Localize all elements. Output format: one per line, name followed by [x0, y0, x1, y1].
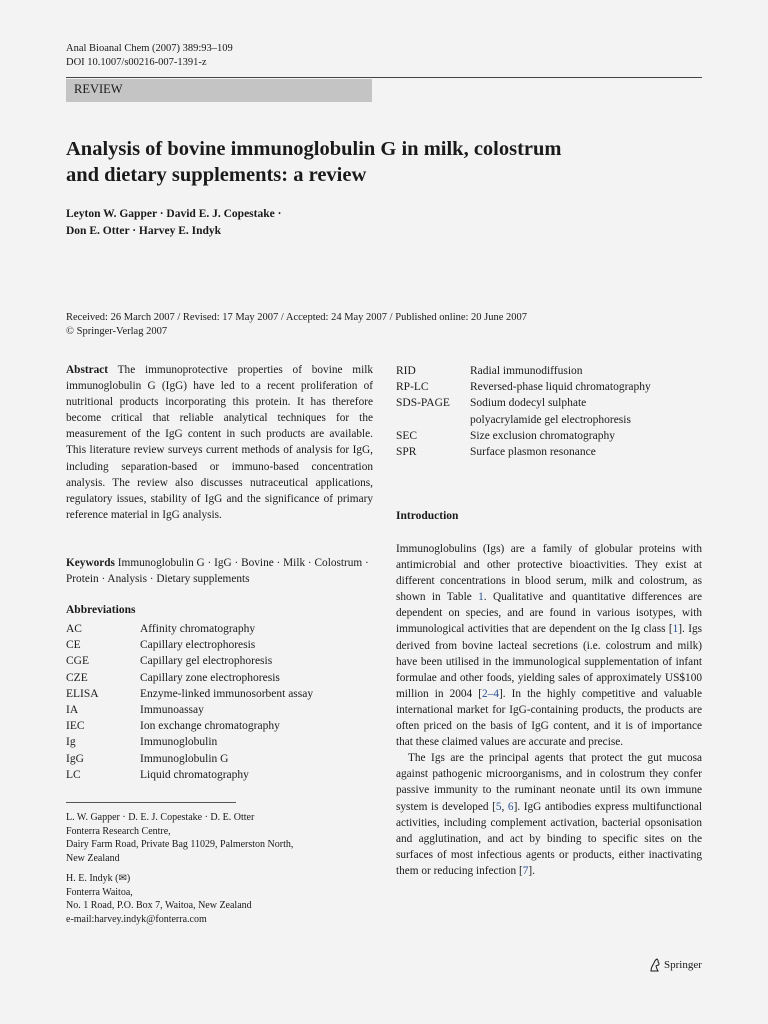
abbreviation-term: AC	[66, 623, 82, 635]
abbreviation-row	[396, 412, 716, 428]
abbreviation-row	[66, 621, 386, 637]
abbreviation-list-left	[66, 621, 386, 783]
abbreviation-row	[66, 670, 386, 686]
affiliation-org: Fonterra Waitoa,	[66, 886, 133, 898]
abbreviation-row	[66, 653, 386, 669]
text-run: ]. IgG antibodies express multifunctional activities, including complement activation, bacterial opsonisation and agglutination, and act by binding to specific sites on the surfaces of most infectious agents or products, either inactivating them or reducing infection [	[396, 800, 702, 877]
corresponding-author: H. E. Indyk (✉)	[66, 873, 131, 884]
abbreviation-row	[396, 395, 716, 411]
abbreviation-row	[396, 444, 716, 460]
abbreviation-definition: Immunoassay	[140, 704, 204, 717]
abbreviation-term: RP-LC	[396, 381, 429, 394]
text-run: ]. In the highly competitive and valuable international market for IgG-containing products, the products are often priced on the basis of IgG content, and it is of importance that these claimed values are accurate and precise.	[396, 687, 702, 749]
introduction-body	[396, 541, 702, 879]
abbreviation-row	[396, 379, 716, 395]
keywords	[66, 555, 373, 587]
abbreviation-definition: Sodium dodecyl sulphate	[470, 397, 587, 410]
abbreviation-term: SPR	[396, 446, 417, 459]
abbreviation-row	[66, 734, 386, 750]
citation-link[interactable]: 5	[495, 800, 502, 813]
title-line: and dietary supplements: a review	[66, 164, 367, 186]
abbreviation-definition: Surface plasmon resonance	[470, 446, 596, 459]
abbreviation-definition: Ion exchange chromatography	[140, 720, 280, 733]
text-run: Immunoglobulins (Igs) are a family of globular proteins with antimicrobial and other protective bioactivities. They exist at different concentrations in blood serum, milk and colostrum, as shown in Table	[396, 543, 702, 604]
abbreviation-definition: Affinity chromatography	[140, 623, 256, 635]
abbreviation-term: IEC	[66, 720, 85, 733]
article-type-badge: REVIEW	[66, 79, 372, 102]
abbreviation-term: SEC	[396, 429, 418, 442]
affiliation-names: L. W. Gapper · D. E. J. Copestake · D. E. Otter	[66, 812, 255, 823]
abbreviation-term: Ig	[66, 736, 76, 749]
abbreviation-term: CZE	[66, 671, 88, 684]
introduction-heading: Introduction	[396, 510, 459, 522]
text-run: ].	[528, 864, 535, 877]
affiliation-country: New Zealand	[66, 852, 120, 864]
table-link[interactable]: 1	[478, 591, 484, 604]
abbreviation-row	[396, 428, 716, 444]
citation-link[interactable]: 6	[507, 800, 514, 813]
abbreviation-term: IgG	[66, 752, 84, 765]
abbreviation-definition: Capillary gel electrophoresis	[140, 655, 273, 668]
title-line: Analysis of bovine immunoglobulin G in milk, colostrum	[66, 138, 562, 160]
keywords-text: Immunoglobulin G · IgG · Bovine · Milk · Colostrum · Protein · Analysis · Dietary supplements	[66, 557, 369, 586]
affiliation-block	[66, 811, 386, 865]
abbreviation-term: CGE	[66, 655, 89, 668]
header-rule	[66, 77, 702, 78]
text-run: The Igs are the principal agents that protect the gut mucosa against pathogenic microorganisms, and in colostrum they confer passive immunity to the ruminant neonate until its own immune system is developed [	[396, 752, 702, 813]
abbreviation-row	[66, 686, 386, 702]
abbreviation-term: IA	[66, 704, 79, 717]
citation-link[interactable]: 1	[672, 623, 679, 636]
springer-horse-icon	[648, 958, 661, 972]
abbreviation-row	[66, 767, 386, 783]
author-line: Don E. Otter · Harvey E. Indyk	[66, 225, 222, 237]
email-link[interactable]: e-mail:harvey.indyk@fonterra.com	[66, 913, 207, 925]
abbreviation-definition: Radial immunodiffusion	[470, 365, 583, 377]
abbreviation-term: SDS-PAGE	[396, 397, 450, 410]
abstract-label: Abstract	[66, 364, 109, 376]
corresponding-author-block	[66, 872, 386, 926]
text-run: ]. Igs derived from bovine lacteal secretions (i.e. colostrum and milk) have been utilised in the immunological supplementation of infant formulae and other foods, yielding sales of approximately US$100 million in 2004 [	[396, 623, 702, 700]
paragraph	[396, 750, 702, 879]
abbreviation-row	[66, 637, 386, 653]
abbreviation-list-right	[396, 363, 716, 460]
abbreviation-definition: Capillary zone electrophoresis	[140, 671, 280, 684]
footnote-rule	[66, 802, 236, 803]
abbreviation-term: ELISA	[66, 687, 99, 700]
abbreviation-definition: Reversed-phase liquid chromatography	[470, 381, 651, 394]
abbreviation-row	[66, 751, 386, 767]
abbreviation-term	[396, 412, 470, 428]
doi: DOI 10.1007/s00216-007-1391-z	[66, 57, 207, 68]
abbreviation-row	[396, 363, 716, 379]
publication-dates	[66, 311, 527, 339]
abbreviation-term: RID	[396, 365, 416, 377]
abbreviation-definition: Capillary electrophoresis	[140, 639, 256, 652]
abbreviation-row	[66, 702, 386, 718]
abbreviation-row	[66, 718, 386, 734]
abbreviation-term: LC	[66, 768, 81, 781]
copyright: © Springer-Verlag 2007	[66, 326, 168, 337]
publisher-logo	[648, 958, 702, 972]
abbreviation-definition: Size exclusion chromatography	[470, 429, 615, 442]
abbreviation-term: CE	[66, 639, 81, 652]
abbreviation-definition: Immunoglobulin G	[140, 752, 229, 765]
text-run: . Qualitative and quantitative differences are dependent on species, and are found in various isotypes, with immunological activities that are dependent on the Ig class [	[396, 591, 702, 636]
affiliation-address: Dairy Farm Road, Private Bag 11029, Palmerston North,	[66, 839, 294, 850]
publisher-name: Springer	[664, 959, 702, 971]
abbreviation-definition: polyacrylamide gel electrophoresis	[470, 413, 631, 426]
citation-link[interactable]: 7	[522, 864, 529, 877]
journal-citation: Anal Bioanal Chem (2007) 389:93–109	[66, 43, 233, 54]
article-title	[66, 136, 696, 188]
keywords-label: Keywords	[66, 557, 115, 569]
abstract-text: The immunoprotective properties of bovine milk immunoglobulin G (IgG) have led to a recent proliferation of nutritional products incorporating this protein. It has therefore become critical that reliable analytical techniques for the measurement of the IgG content in such products are available. This literature review surveys current methods of analysis for IgG, including separation-based or immuno-based concentration analysis. The review also discusses nutraceutical applications, regulatory issues, stability of IgG and the significance of primary reference material in IgG analysis.	[66, 364, 373, 521]
text-run: ,	[501, 800, 508, 813]
paragraph	[396, 541, 702, 750]
abstract	[66, 362, 373, 523]
abbreviation-definition: Liquid chromatography	[140, 768, 249, 781]
author-line: Leyton W. Gapper · David E. J. Copestake ·	[66, 208, 282, 220]
abbreviation-definition: Immunoglobulin	[140, 736, 218, 749]
citation-link[interactable]: 2–4	[482, 687, 499, 700]
abbreviation-definition: Enzyme-linked immunosorbent assay	[140, 687, 314, 700]
affiliation-org: Fonterra Research Centre,	[66, 825, 171, 837]
author-list	[66, 206, 466, 240]
affiliation-address: No. 1 Road, P.O. Box 7, Waitoa, New Zealand	[66, 900, 252, 911]
abbreviations-heading: Abbreviations	[66, 604, 136, 616]
history-dates: Received: 26 March 2007 / Revised: 17 May 2007 / Accepted: 24 May 2007 / Published online: 20 June 2007	[66, 312, 528, 323]
